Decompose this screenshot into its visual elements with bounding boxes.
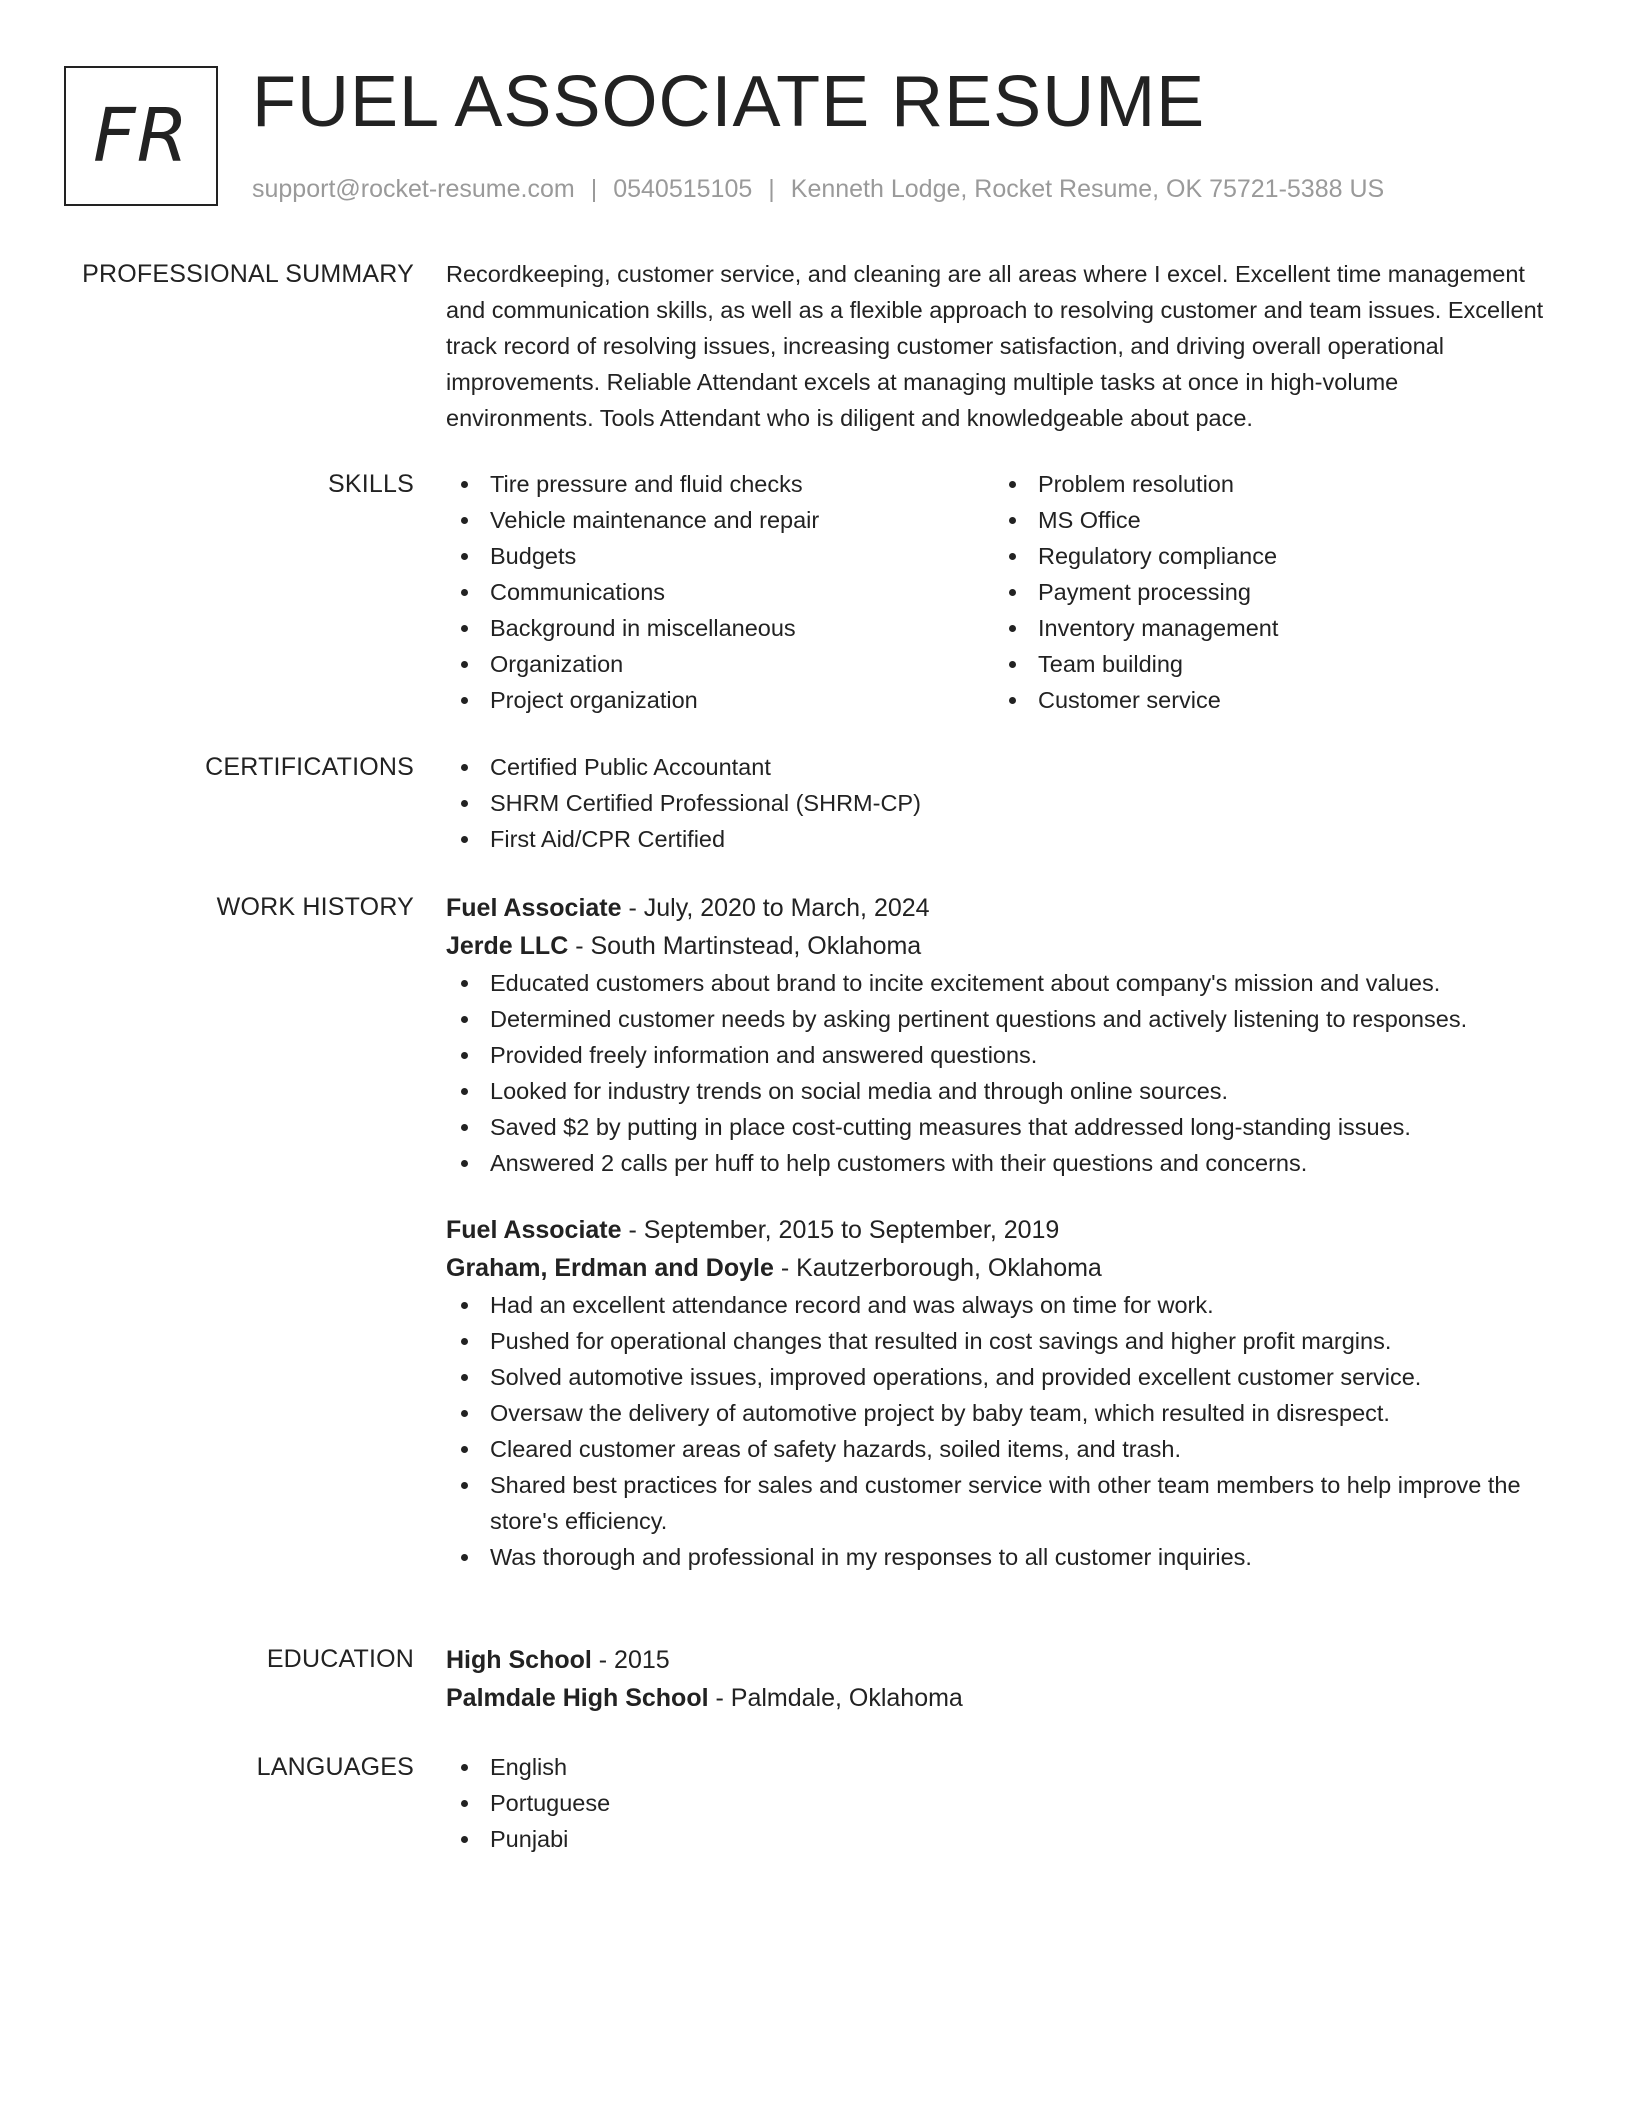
- bullet-icon: [461, 1374, 468, 1381]
- bullet-icon: [1009, 625, 1016, 632]
- job-duties-list: [446, 965, 1546, 1181]
- job-entry: [446, 1211, 1546, 1575]
- languages-list: [446, 1749, 1546, 1857]
- list-item: Punjabi: [446, 1821, 1546, 1857]
- education-school: Palmdale High School: [446, 1684, 709, 1712]
- list-item: Organization: [446, 646, 994, 682]
- section-heading: EDUCATION: [266, 1645, 414, 1673]
- list-item: Problem resolution: [994, 466, 1542, 502]
- list-item: Solved automotive issues, improved operations, and provided excellent customer service.: [446, 1359, 1546, 1395]
- list-item: Portuguese: [446, 1785, 1546, 1821]
- resume-title: FUEL ASSOCIATE RESUME: [252, 62, 1206, 142]
- monogram-initials: FR: [93, 93, 189, 179]
- list-item: Team building: [994, 646, 1542, 682]
- job-dates: - July, 2020 to March, 2024: [621, 894, 930, 922]
- list-item: MS Office: [994, 502, 1542, 538]
- list-item: English: [446, 1749, 1546, 1785]
- bullet-icon: [461, 800, 468, 807]
- list-item: Answered 2 calls per huff to help customers with their questions and concerns.: [446, 1145, 1546, 1181]
- section-heading: LANGUAGES: [256, 1753, 414, 1781]
- job-title-line: [446, 889, 1546, 927]
- list-item: Pushed for operational changes that resulted in cost savings and higher profit margins.: [446, 1323, 1546, 1359]
- education-year: - 2015: [591, 1646, 670, 1674]
- job-title: Fuel Associate: [446, 1216, 622, 1244]
- bullet-icon: [461, 1764, 468, 1771]
- summary-text: Recordkeeping, customer service, and cleaning are all areas where I excel. Excellent time management and communication skills, as well as a flexible approach to resolving customer and team issues. Excellent track record of resolving issues, increasing customer satisfaction, and driving overall operational improvements. Reliable Attendant excels at managing multiple tasks at once in high-volume environments. Tools Attendant who is diligent and knowledgeable about pace.: [446, 261, 1544, 431]
- list-item: Background in miscellaneous: [446, 610, 994, 646]
- bullet-icon: [1009, 553, 1016, 560]
- contact-line: [252, 172, 1384, 206]
- job-company-line: [446, 1249, 1546, 1287]
- bullet-icon: [1009, 661, 1016, 668]
- list-item: Communications: [446, 574, 994, 610]
- job-dates: - September, 2015 to September, 2019: [621, 1216, 1060, 1244]
- list-item: Shared best practices for sales and customer service with other team members to help improve the store's efficiency.: [446, 1467, 1546, 1539]
- list-item: SHRM Certified Professional (SHRM-CP): [446, 785, 1546, 821]
- bullet-icon: [461, 517, 468, 524]
- job-company: Jerde LLC: [446, 932, 569, 960]
- list-item: Educated customers about brand to incite excitement about company's mission and values.: [446, 965, 1546, 1001]
- certifications-list: [446, 749, 1546, 857]
- bullet-icon: [461, 1410, 468, 1417]
- job-title-line: [446, 1211, 1546, 1249]
- section-heading: SKILLS: [328, 470, 414, 498]
- skills-body: [446, 466, 1546, 718]
- bullet-icon: [461, 1800, 468, 1807]
- bullet-icon: [461, 1052, 468, 1059]
- list-item: Oversaw the delivery of automotive project by baby team, which resulted in disrespect.: [446, 1395, 1546, 1431]
- bullet-icon: [461, 1016, 468, 1023]
- education-degree-line: [446, 1641, 1546, 1679]
- list-item: First Aid/CPR Certified: [446, 821, 1546, 857]
- contact-address: Kenneth Lodge, Rocket Resume, OK 75721-5388 US: [790, 175, 1385, 203]
- bullet-icon: [1009, 589, 1016, 596]
- work-history-body: [446, 889, 1546, 1575]
- list-item: Cleared customer areas of safety hazards, soiled items, and trash.: [446, 1431, 1546, 1467]
- list-item: Had an excellent attendance record and was always on time for work.: [446, 1287, 1546, 1323]
- section-heading: WORK HISTORY: [216, 893, 414, 921]
- education-degree: High School: [446, 1646, 592, 1674]
- skills-list-left: [446, 466, 994, 718]
- bullet-icon: [461, 1338, 468, 1345]
- bullet-icon: [461, 1446, 468, 1453]
- education-body: [446, 1641, 1546, 1717]
- list-item: Regulatory compliance: [994, 538, 1542, 574]
- bullet-icon: [461, 1482, 468, 1489]
- job-location: - South Martinstead, Oklahoma: [568, 932, 922, 960]
- bullet-icon: [1009, 517, 1016, 524]
- list-item: Tire pressure and fluid checks: [446, 466, 994, 502]
- education-location: - Palmdale, Oklahoma: [708, 1684, 963, 1712]
- list-item: Vehicle maintenance and repair: [446, 502, 994, 538]
- contact-phone: 0540515105: [613, 175, 753, 203]
- contact-email: support@rocket-resume.com: [252, 175, 575, 203]
- bullet-icon: [461, 1554, 468, 1561]
- bullet-icon: [461, 836, 468, 843]
- list-item: Project organization: [446, 682, 994, 718]
- list-item: Looked for industry trends on social media and through online sources.: [446, 1073, 1546, 1109]
- list-item: Budgets: [446, 538, 994, 574]
- bullet-icon: [461, 553, 468, 560]
- job-company: Graham, Erdman and Doyle: [446, 1254, 774, 1282]
- education-school-line: [446, 1679, 1546, 1717]
- contact-separator: |: [768, 175, 775, 203]
- bullet-icon: [1009, 697, 1016, 704]
- job-title: Fuel Associate: [446, 894, 622, 922]
- job-duties-list: [446, 1287, 1546, 1575]
- list-item: Customer service: [994, 682, 1542, 718]
- bullet-icon: [461, 661, 468, 668]
- bullet-icon: [461, 980, 468, 987]
- bullet-icon: [1009, 481, 1016, 488]
- list-item: Certified Public Accountant: [446, 749, 1546, 785]
- list-item: Payment processing: [994, 574, 1542, 610]
- bullet-icon: [461, 625, 468, 632]
- contact-separator: |: [590, 175, 598, 203]
- list-item: Saved $2 by putting in place cost-cutting measures that addressed long-standing issues.: [446, 1109, 1546, 1145]
- languages-body: [446, 1749, 1546, 1857]
- bullet-icon: [461, 481, 468, 488]
- bullet-icon: [461, 697, 468, 704]
- summary-body: [446, 256, 1546, 436]
- list-item: Was thorough and professional in my responses to all customer inquiries.: [446, 1539, 1546, 1575]
- bullet-icon: [461, 1160, 468, 1167]
- bullet-icon: [461, 1302, 468, 1309]
- bullet-icon: [461, 1124, 468, 1131]
- bullet-icon: [461, 764, 468, 771]
- section-heading: CERTIFICATIONS: [205, 753, 414, 781]
- monogram-badge: [64, 66, 218, 206]
- bullet-icon: [461, 1088, 468, 1095]
- bullet-icon: [461, 589, 468, 596]
- list-item: Determined customer needs by asking pertinent questions and actively listening to responses.: [446, 1001, 1546, 1037]
- certifications-body: [446, 749, 1546, 857]
- skills-list-right: [994, 466, 1542, 718]
- bullet-icon: [461, 1836, 468, 1843]
- job-location: - Kautzerborough, Oklahoma: [773, 1254, 1102, 1282]
- job-company-line: [446, 927, 1546, 965]
- section-heading: PROFESSIONAL SUMMARY: [82, 260, 414, 288]
- job-entry: [446, 889, 1546, 1181]
- list-item: Provided freely information and answered questions.: [446, 1037, 1546, 1073]
- list-item: Inventory management: [994, 610, 1542, 646]
